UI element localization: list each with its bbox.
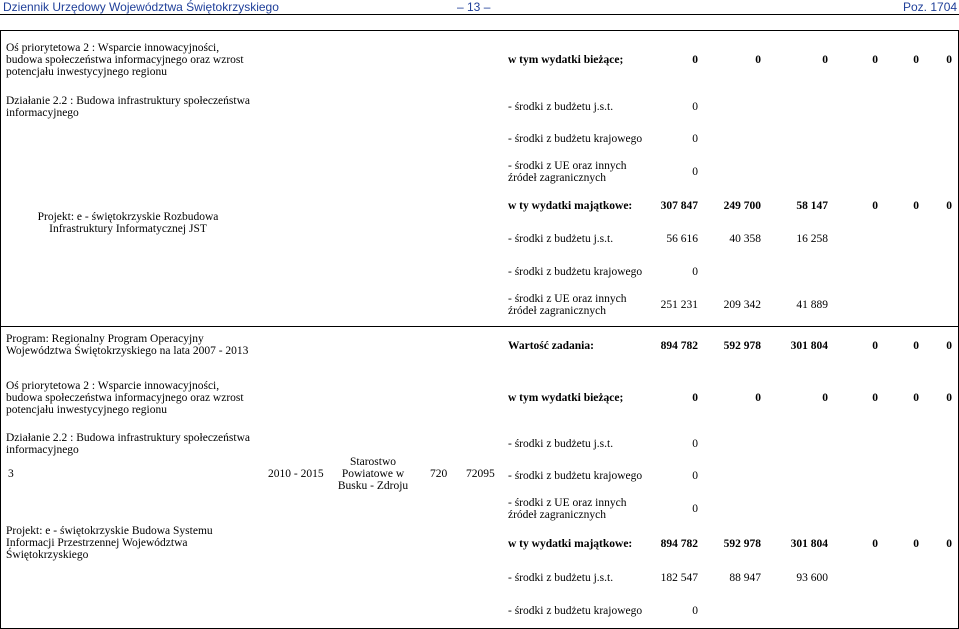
journal-title: Dziennik Urzędowy Województwa Świętokrzyskiego xyxy=(3,0,279,14)
value-cell: 0 xyxy=(692,101,698,113)
position-number: Poz. 1704 xyxy=(903,0,958,14)
priority-axis-label: Oś priorytetowa 2 : Wsparcie innowacyjności, budowa społeczeństwa informacyjnego oraz wzrost potencjału inwestycyjnego regionu xyxy=(6,380,244,416)
page-header xyxy=(0,0,959,14)
value-cell: 0 xyxy=(822,54,828,66)
jst-funds-label: - środki z budżetu j.s.t. xyxy=(508,438,614,450)
subchapter-cell: 72095 xyxy=(466,468,495,480)
value-cell: 0 xyxy=(946,54,952,66)
value-cell: 58 147 xyxy=(796,200,828,212)
jst-funds-label: - środki z budżetu j.s.t. xyxy=(508,101,614,113)
value-cell: 0 xyxy=(692,392,698,404)
current-expenses-label: w tym wydatki bieżące; xyxy=(508,54,624,66)
value-cell: 894 782 xyxy=(660,340,698,352)
value-cell: 41 889 xyxy=(796,299,828,311)
value-cell: 0 xyxy=(692,166,698,178)
value-cell: 0 xyxy=(692,438,698,450)
value-cell: 0 xyxy=(692,133,698,145)
value-cell: 251 231 xyxy=(660,299,698,311)
priority-axis-label: Oś priorytetowa 2 : Wsparcie innowacyjności, budowa społeczeństwa informacyjnego oraz wzrost potencjału inwestycyjnego regionu xyxy=(6,42,244,78)
value-cell: 0 xyxy=(872,340,878,352)
value-cell: 0 xyxy=(913,392,919,404)
value-cell: 0 xyxy=(692,605,698,617)
value-cell: 0 xyxy=(872,200,878,212)
value-cell: 88 947 xyxy=(729,572,761,584)
value-cell: 307 847 xyxy=(660,200,698,212)
project-label: Projekt: e - świętokrzyskie Rozbudowa Infrastruktury Informatycznej JST xyxy=(37,211,219,235)
value-cell: 0 xyxy=(692,54,698,66)
value-cell: 0 xyxy=(755,54,761,66)
page-number: – 13 – xyxy=(457,0,491,14)
value-cell: 16 258 xyxy=(796,233,828,245)
value-cell: 0 xyxy=(946,392,952,404)
action-label: Działanie 2.2 : Budowa infrastruktury społeczeństwa informacyjnego xyxy=(6,432,250,456)
eu-funds-label: - środki z UE oraz innych źródeł zagranicznych xyxy=(508,293,627,317)
header-rule xyxy=(0,14,959,15)
value-cell: 249 700 xyxy=(723,200,761,212)
table-top-border xyxy=(0,30,959,31)
task-value-label: Wartość zadania: xyxy=(508,340,594,352)
value-cell: 0 xyxy=(692,266,698,278)
chapter-cell: 720 xyxy=(430,468,448,480)
value-cell: 894 782 xyxy=(660,538,698,550)
value-cell: 40 358 xyxy=(729,233,761,245)
value-cell: 0 xyxy=(755,392,761,404)
row-divider xyxy=(0,326,959,327)
value-cell: 0 xyxy=(872,538,878,550)
value-cell: 0 xyxy=(822,392,828,404)
eu-funds-label: - środki z UE oraz innych źródeł zagranicznych xyxy=(508,160,627,184)
value-cell: 301 804 xyxy=(790,538,828,550)
national-funds-label: - środki z budżetu krajowego xyxy=(508,470,643,482)
national-funds-label: - środki z budżetu krajowego xyxy=(508,605,643,617)
national-funds-label: - środki z budżetu krajowego xyxy=(508,266,643,278)
value-cell: 0 xyxy=(872,54,878,66)
value-cell: 56 616 xyxy=(666,233,698,245)
value-cell: 0 xyxy=(913,340,919,352)
action-label: Działanie 2.2 : Budowa infrastruktury społeczeństwa informacyjnego xyxy=(6,95,250,119)
value-cell: 592 978 xyxy=(723,538,761,550)
value-cell: 0 xyxy=(946,538,952,550)
value-cell: 182 547 xyxy=(660,572,698,584)
value-cell: 0 xyxy=(692,503,698,515)
value-cell: 0 xyxy=(946,340,952,352)
value-cell: 0 xyxy=(946,200,952,212)
value-cell: 0 xyxy=(913,538,919,550)
current-expenses-label: w tym wydatki bieżące; xyxy=(508,392,624,404)
value-cell: 592 978 xyxy=(723,340,761,352)
row-number: 3 xyxy=(8,468,14,480)
jst-funds-label: - środki z budżetu j.s.t. xyxy=(508,572,614,584)
project-label: Projekt: e - świętokrzyskie Budowa Systemu Informacji Przestrzennej Województwa Świętokrzyskiego xyxy=(6,525,213,561)
table-left-border xyxy=(0,30,1,629)
national-funds-label: - środki z budżetu krajowego xyxy=(508,133,643,145)
unit-cell: Starostwo Powiatowe w Busku - Zdroju xyxy=(337,456,409,492)
capital-expenses-label: w ty wydatki majątkowe: xyxy=(508,538,633,550)
value-cell: 301 804 xyxy=(790,340,828,352)
value-cell: 0 xyxy=(872,392,878,404)
value-cell: 93 600 xyxy=(796,572,828,584)
period-cell: 2010 - 2015 xyxy=(268,468,324,480)
value-cell: 209 342 xyxy=(723,299,761,311)
value-cell: 0 xyxy=(913,200,919,212)
value-cell: 0 xyxy=(913,54,919,66)
eu-funds-label: - środki z UE oraz innych źródeł zagranicznych xyxy=(508,497,627,521)
value-cell: 0 xyxy=(692,470,698,482)
capital-expenses-label: w ty wydatki majątkowe: xyxy=(508,200,633,212)
program-label: Program: Regionalny Program Operacyjny Województwa Świętokrzyskiego na lata 2007 - 2013 xyxy=(6,333,249,357)
jst-funds-label: - środki z budżetu j.s.t. xyxy=(508,233,614,245)
